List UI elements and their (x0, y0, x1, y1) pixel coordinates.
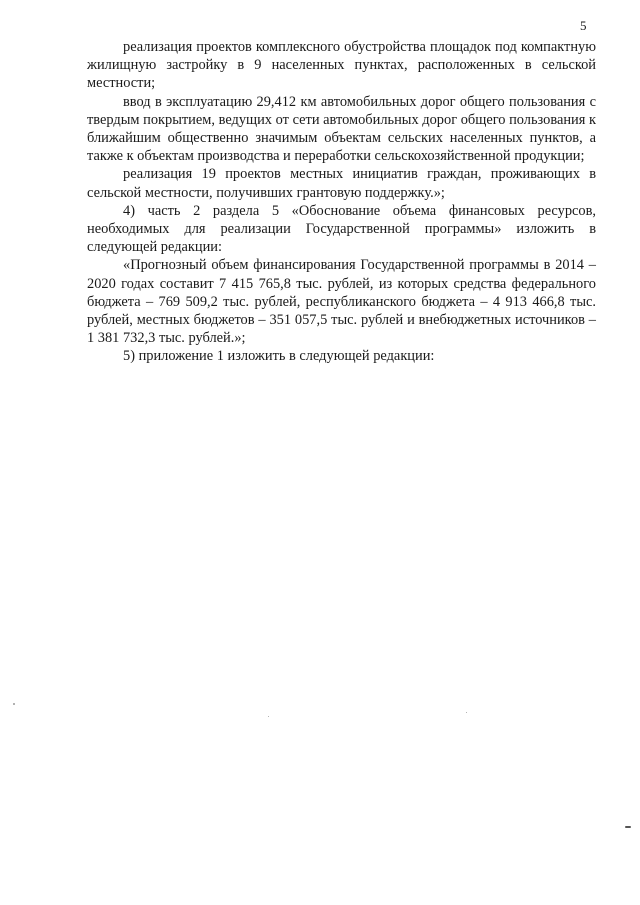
scan-speck (268, 716, 269, 717)
paragraph-roads-commissioning: ввод в эксплуатацию 29,412 км автомобильных дорог общего пользования с твердым покрытием, ведущих от сети автомобильных дорог общего пользования к ближайшим общественно значимым объектам сельских населенных пунктов, а также к объектам производства и переработки сельскохозяйственной продукции; (87, 93, 596, 165)
scan-speck (466, 712, 467, 713)
paragraph-amendment-4: 4) часть 2 раздела 5 «Обоснование объема финансовых ресурсов, необходимых для реализации Государственной программы» изложить в следующей редакции: (87, 202, 596, 256)
scan-speck (13, 703, 15, 705)
page-number: 5 (580, 18, 587, 33)
scan-speck (625, 826, 631, 828)
paragraph-funding-forecast: «Прогнозный объем финансирования Государственной программы в 2014 – 2020 годах составит 7 415 765,8 тыс. рублей, из которых средства федерального бюджета – 769 509,2 тыс. рублей, республиканского бюджета – 4 913 466,8 тыс. рублей, местных бюджетов – 351 057,5 тыс. рублей и внебюджетных источников – 1 381 732,3 тыс. рублей.»; (87, 257, 596, 347)
paragraph-local-initiatives: реализация 19 проектов местных инициатив граждан, проживающих в сельской местности, получивших грантовую поддержку.»; (87, 166, 596, 201)
paragraph-amendment-5: 5) приложение 1 изложить в следующей редакции: (123, 348, 435, 365)
paragraph-housing-projects: реализация проектов комплексного обустройства площадок под компактную жилищную застройку в 9 населенных пунктах, расположенных в сельской местности; (87, 39, 596, 92)
document-body (87, 38, 596, 366)
